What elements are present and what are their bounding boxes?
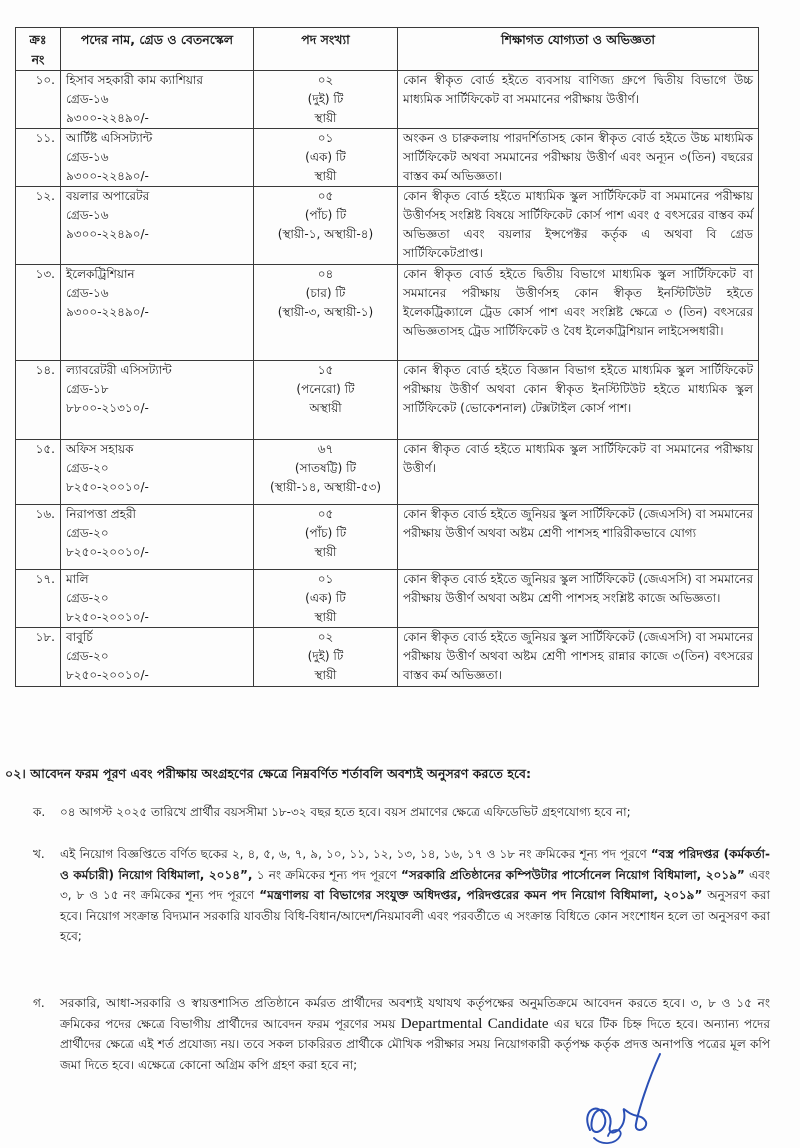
post-count-words: (সাতষট্টি) টি [294,461,357,475]
post-pay-scale: ৯৩০০-২২৪৯০/- [66,169,149,183]
header-post-name: পদের নাম, গ্রেড ও বেতনস্কেল [61,28,254,71]
row-count-cell [254,628,398,687]
post-name: মালি [66,572,89,586]
row-qualification: কোন স্বীকৃত বোর্ড হইতে দ্বিতীয় বিভাগে মাধ্যমিক স্কুল সার্টিফিকেট বা সমমানের পরীক্ষায় উত্তীর্ণসহ কোন স্বীকৃত ইনস্টিটিউট হইতে ইলেকট্রিক্যালে ট্রেড কোর্স পাশ এবং সংশ্লিষ্ট ক্ষেত্রে ৩ (তিন) বৎসরের অভিজ্ঞতাসহ ট্রেড সার্টিফিকেট ও বৈধ ইলেকট্রিশিয়ান লাইসেন্সধারী। [398,265,759,361]
row-post-cell [61,440,254,505]
post-count: ৬৭ [317,442,334,456]
row-post-cell [61,187,254,265]
post-pay-scale: ৮২৫০-২০০১০/- [66,610,149,624]
post-pay-scale: ৮৮০০-২১৩১০/- [66,401,149,415]
post-pay-scale: ৮২৫০-২০০১০/- [66,480,149,494]
post-grade: গ্রেড-২০ [66,526,109,540]
signature-icon [580,1040,670,1148]
row-serial: ১০. [16,71,61,129]
post-count-words: (পাঁচ) টি [304,526,347,540]
post-name: আর্টিষ্ট এসিসট্যান্ট [66,131,153,145]
table-row [16,505,759,570]
row-qualification: কোন স্বীকৃত বোর্ড হইতে বিজ্ঞান বিভাগ হইতে মাধ্যমিক স্কুল সার্টিফিকেট পরীক্ষায় উত্তীর্ণ অথবা কোন স্বীকৃত ইনস্টিটিউট হইতে মাধ্যমিক স্কুল সার্টিফিকেট (ভোকেশনাল) টেক্সটাইল কোর্স পাশ। [398,361,759,440]
post-pay-scale: ৯৩০০-২২৪৯০/- [66,305,149,319]
row-post-cell [61,570,254,628]
rule-name-common-post: “মন্ত্রণালয় বা বিভাগের সংযুক্ত অধিদপ্তর, পরিদপ্তরের কমন পদ নিয়োগ বিধিমালা, ২০১৯” [259,888,703,902]
post-grade: গ্রেড-১৬ [66,286,109,300]
row-count-cell [254,129,398,187]
row-count-cell [254,265,398,361]
table-header-row [16,28,759,71]
row-serial: ১৭. [16,570,61,628]
row-count-cell [254,440,398,505]
post-pay-scale: ৮২৫০-২০০১০/- [66,668,149,682]
post-count-words: (পাঁচ) টি [304,208,347,222]
table-row [16,71,759,129]
row-count-cell [254,187,398,265]
post-count-words: (চার) টি [305,286,346,300]
table-row [16,361,759,440]
row-serial: ১২. [16,187,61,265]
post-pay-scale: ৮২৫০-২০০১০/- [66,545,149,559]
row-qualification: কোন স্বীকৃত বোর্ড হইতে জুনিয়র স্কুল সার্টিফিকেট (জেএসসি) বা সমমানের পরীক্ষায় উত্তীর্ণ অথবা অষ্টম শ্রেণী পাশসহ শারিরীকভাবে যোগ্য [398,505,759,570]
post-grade: গ্রেড-২০ [66,591,109,605]
condition-text-part: এই নিয়োগ বিজ্ঞপ্তিতে বর্ণিত ছকের ২, ৪, ৫, ৬, ৭, ৯, ১০, ১১, ১২, ১৩, ১৪, ১৬, ১৭ ও ১৮ নং ক্রমিকের শূন্য পদ পূরণে [60,847,647,861]
post-grade: গ্রেড-১৮ [66,382,109,396]
post-status: স্থায়ী [314,545,337,559]
condition-text-part: এর ঘরে টিক চিহ্ন দিতে হবে। অন্যান্য পদের প্রার্থীদের ক্ষেত্রে এই শর্ত প্রযোজ্য নয়। তবে সকল চাকরিরত প্রার্থীকে মৌখিক পরীক্ষার সময় নিয়োগকারী কর্তৃপক্ষ কর্তৃক প্রদত্ত অনাপত্তি পত্রের মূল কপি জমা দিতে হবে। এক্ষেত্রে কোনো অগ্রিম কপি গ্রহণ করা হবে না; [60,1016,770,1072]
post-count: ০২ [317,73,334,87]
post-count-words: (এক) টি [305,150,346,164]
post-count: ০১ [317,572,334,586]
row-qualification: কোন স্বীকৃত বোর্ড হইতে জুনিয়র স্কুল সার্টিফিকেট (জেএসসি) বা সমমানের পরীক্ষায় উত্তীর্ণ অথবা অষ্টম শ্রেণী পাশসহ সংশ্লিষ্ট কাজে অভিজ্ঞতা। [398,570,759,628]
table-row [16,187,759,265]
table-row [16,440,759,505]
table-row [16,265,759,361]
post-status: (স্থায়ী-১৪, অস্থায়ী-৫৩) [269,480,382,494]
row-serial: ১৬. [16,505,61,570]
condition-text-part: এবং ৩, ৮ ও ১৫ নং ক্রমিকের শূন্য পদ পূরণে [60,867,771,902]
post-status: স্থায়ী [314,610,337,624]
post-status: স্থায়ী [314,111,337,125]
post-grade: গ্রেড-২০ [66,649,109,663]
post-count: ০৪ [317,267,334,281]
row-count-cell [254,570,398,628]
row-count-cell [254,361,398,440]
row-post-cell [61,505,254,570]
post-name: ইলেকট্রিশিয়ান [66,267,135,281]
condition-text: ০৪ আগস্ট ২০২৫ তারিখে প্রার্থীর বয়সসীমা ১৮-৩২ বছর হতে হবে। বয়স প্রমাণের ক্ষেত্রে এফিডেভিট গ্রহণযোগ্য হবে না; [60,805,631,819]
condition-marker: গ. [33,996,45,1010]
row-post-cell [61,628,254,687]
row-serial: ১৪. [16,361,61,440]
condition-text-part: সরকারি, আধা-সরকারি ও স্বায়ত্তশাসিত প্রতিষ্ঠানে কর্মরত প্রার্থীদের অবশ্যই যথাযথ কর্তৃপক্ষের অনুমতিক্রমে আবেদন করতে হবে। ৩, ৮ ও ১৫ নং ক্রমিকের পদের ক্ষেত্রে বিভাগীয় প্রার্থীদের আবেদন ফরম পূরণের সময় [60,996,770,1031]
header-post-count: পদ সংখ্যা [254,28,398,71]
row-serial: ১১. [16,129,61,187]
row-post-cell [61,265,254,361]
post-count-words: (পনেরো) টি [296,382,355,396]
post-name: অফিস সহায়ক [66,442,134,456]
post-count: ০২ [317,630,334,644]
row-serial: ১৮. [16,628,61,687]
rule-name-textile: “বস্ত্র পরিদপ্তর (কর্মকর্তা-ও কর্মচারী) নিয়োগ বিধিমালা, ২০১৪”, [60,847,770,882]
row-qualification: অংকন ও চারুকলায় পারদর্শিতাসহ কোন স্বীকৃত বোর্ড হইতে উচ্চ মাধ্যমিক সার্টিফিকেট অথবা সমমানের পরীক্ষায় উত্তীর্ণ এবং অন্যূন ৩(তিন) বছরের বাস্তব কর্ম অভিজ্ঞতা। [398,129,759,187]
condition-text-part: অনুসরণ করা হবে। নিয়োগ সংক্রান্ত বিদ্যমান সরকারি যাবতীয় বিধি-বিধান/আদেশ/নিয়মাবলী এবং পরবর্তীতে এ সংক্রান্ত বিধিতে কোন সংশোধন হলে তা অনুসরণ করা হবে; [60,888,770,943]
row-qualification: কোন স্বীকৃত বোর্ড হইতে ব্যবসায় বাণিজ্য গ্রুপে দ্বিতীয় বিভাগে উচ্চ মাধ্যমিক সার্টিফিকেট বা সমমানের পরীক্ষায় উত্তীর্ণ। [398,71,759,129]
row-post-cell [61,71,254,129]
row-post-cell [61,129,254,187]
departmental-candidate-term: Departmental Candidate [400,1015,549,1032]
post-grade: গ্রেড-২০ [66,461,109,475]
row-count-cell [254,71,398,129]
post-status: (স্থায়ী-১, অস্থায়ী-৪) [277,227,374,241]
post-count: ০৫ [317,507,334,521]
post-count-words: (দুই) টি [307,92,344,106]
condition-text [60,844,770,947]
row-qualification: কোন স্বীকৃত বোর্ড হইতে জুনিয়র স্কুল সার্টিফিকেট (জেএসসি) বা সমমানের পরীক্ষায় উত্তীর্ণ অথবা অষ্টম শ্রেণী পাশসহ রান্নার কাজে ৩(তিন) বৎসরের বাস্তব কর্ম অভিজ্ঞতা। [398,628,759,687]
post-name: ল্যাবরেটরী এসিসট্যান্ট [66,363,172,377]
post-count-words: (এক) টি [305,591,346,605]
table-row [16,129,759,187]
row-count-cell [254,505,398,570]
post-status: স্থায়ী [314,668,337,682]
row-serial: ১৩. [16,265,61,361]
condition-marker: খ. [33,847,45,861]
post-grade: গ্রেড-১৬ [66,150,109,164]
condition-text-part: ১ নং ক্রমিকের শূন্য পদ পূরণে [256,867,397,882]
header-qualification: শিক্ষাগত যোগ্যতা ও অভিজ্ঞতা [398,28,759,71]
post-grade: গ্রেড-১৬ [66,92,109,106]
post-grade: গ্রেড-১৬ [66,208,109,222]
table-row [16,570,759,628]
post-name: হিসাব সহকারী কাম ক্যাশিয়ার [66,73,203,87]
header-serial: ক্রঃ নং [16,28,61,71]
row-serial: ১৫. [16,440,61,505]
conditions-heading: ০২। আবেদন ফরম পূরণ এবং পরীক্ষায় অংগ্রহণের ক্ষেত্রে নিম্নবর্ণিত শর্তাবলি অবশ্যই অনুসরণ করতে হবে: [5,766,532,781]
post-name: নিরাপত্তা প্রহরী [66,507,136,521]
post-count-words: (দুই) টি [307,649,344,663]
post-count: ০১ [317,131,334,145]
table-row [16,628,759,687]
row-qualification: কোন স্বীকৃত বোর্ড হইতে মাধ্যমিক স্কুল সার্টিফিকেট বা সমমানের পরীক্ষায় উত্তীর্ণ। [398,440,759,505]
row-post-cell [61,361,254,440]
condition-marker: ক. [33,805,46,819]
post-pay-scale: ৯৩০০-২২৪৯০/- [66,111,149,125]
post-name: বয়লার অপারেটর [66,189,150,203]
post-count: ০৫ [317,189,334,203]
post-status: অস্থায়ী [309,401,342,415]
post-name: বাবুর্চি [66,630,93,644]
post-count: ১৫ [317,363,334,377]
vacancy-table [15,27,759,687]
post-status: স্থায়ী [314,169,337,183]
post-status: (স্থায়ী-৩, অস্থায়ী-১) [277,305,374,319]
post-pay-scale: ৯৩০০-২২৪৯০/- [66,227,149,241]
row-qualification: কোন স্বীকৃত বোর্ড হইতে মাধ্যমিক স্কুল সার্টিফিকেট বা সমমানের পরীক্ষায় উত্তীর্ণসহ সংশ্লিষ্ট বিষয়ে সার্টিফিকেট কোর্স পাশ এবং ৫ বৎসরের বাস্তব কর্ম অভিজ্ঞতা এবং বয়লার ইন্সপেক্টর কর্তৃক এ অথবা বি গ্রেড সার্টিফিকেটপ্রাপ্ত। [398,187,759,265]
rule-name-computer-personnel: “সরকারি প্রতিষ্ঠানের কম্পিউটার পার্সোনেল নিয়োগ বিধিমালা, ২০১৯” [401,867,745,882]
